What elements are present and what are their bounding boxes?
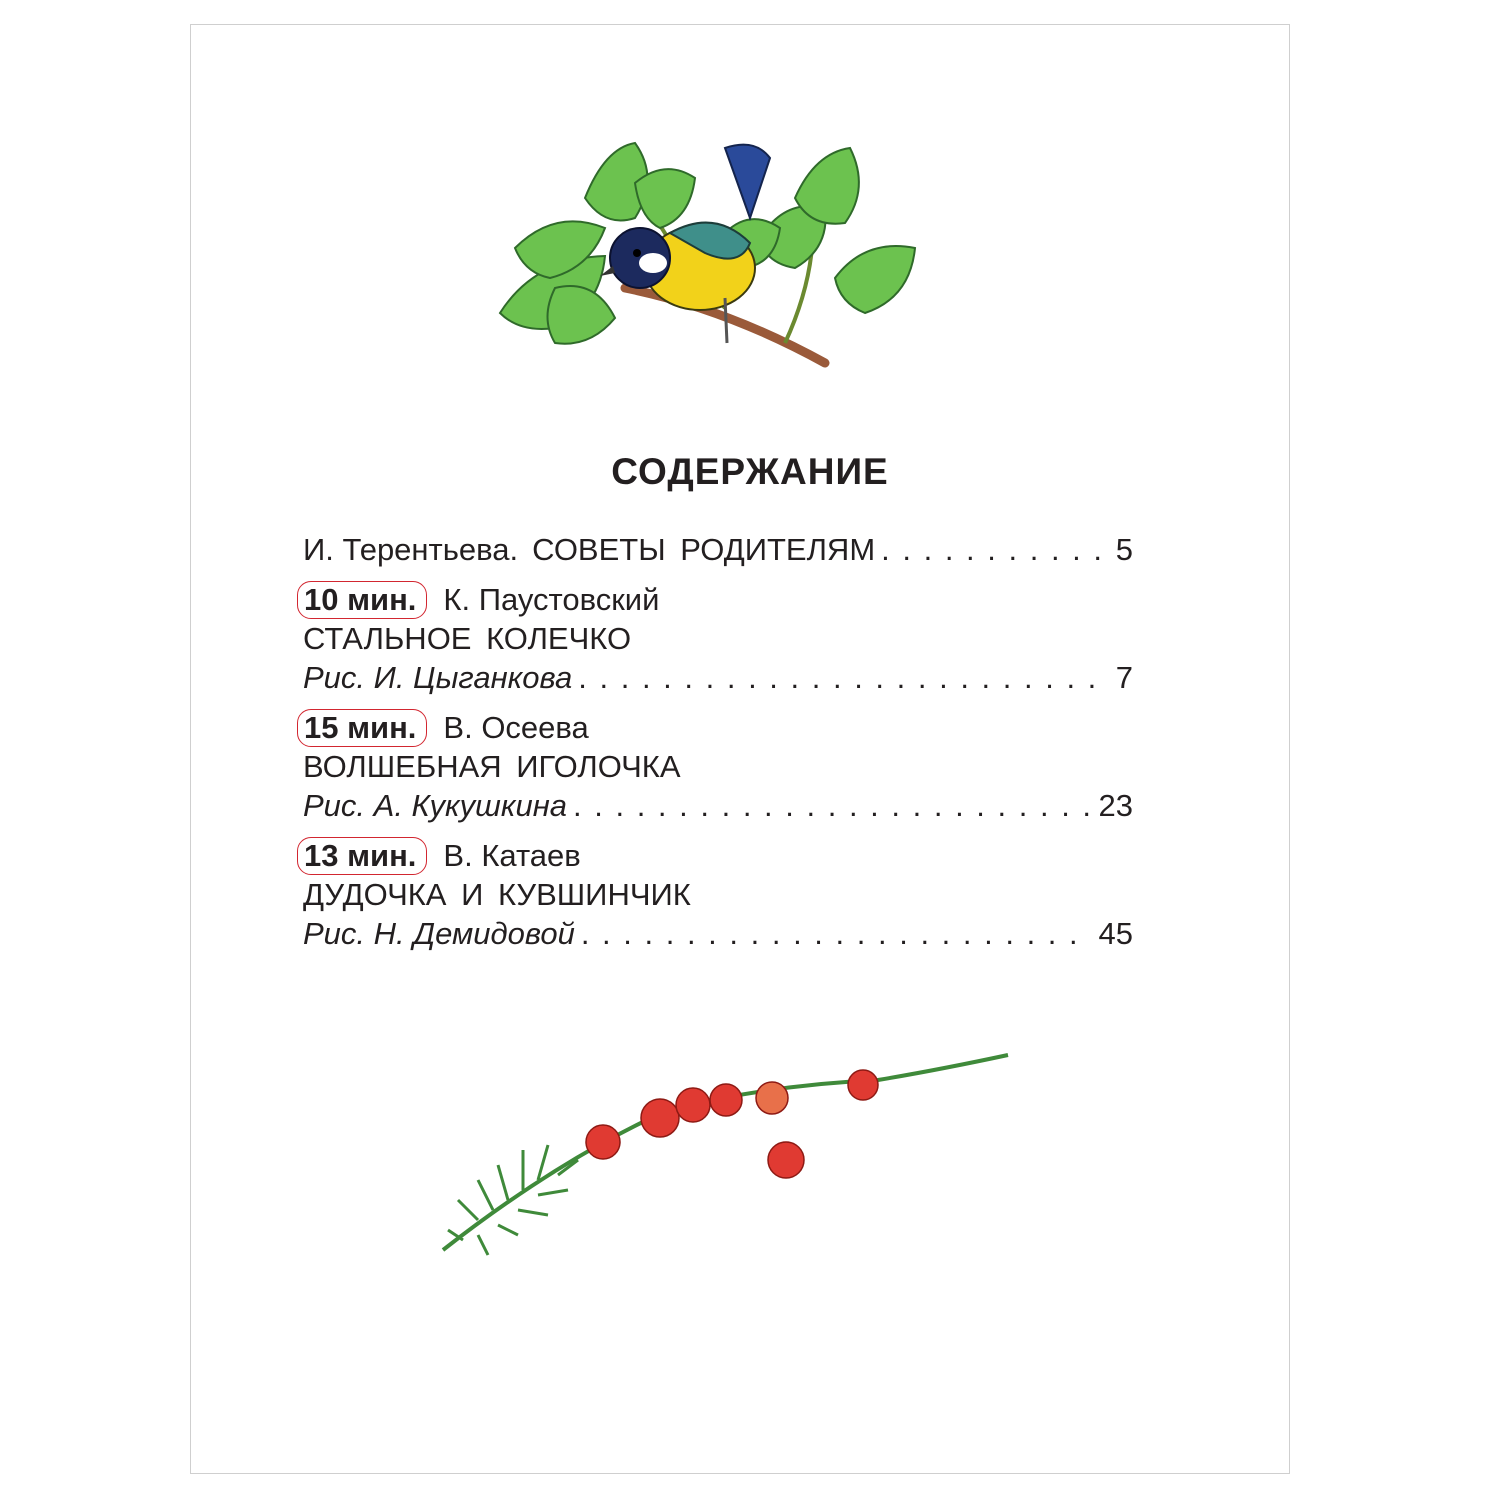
entry-illustrator: Рис. А. Кукушкина — [303, 788, 568, 823]
reading-time-badge: 15 мин. — [297, 709, 427, 747]
entry-page: 45 — [1098, 916, 1133, 951]
table-of-contents — [303, 530, 1133, 954]
entry-author: В. Катаев — [443, 838, 581, 873]
berry-sprig-icon — [438, 1050, 1013, 1265]
dot-leader — [573, 786, 1093, 826]
entry-author: И. Терентьева. — [303, 532, 519, 567]
entry-author: К. Паустовский — [443, 582, 660, 617]
entry-title: СТАЛЬНОЕ КОЛЕЧКО — [303, 621, 632, 656]
contents-heading: СОДЕРЖАНИЕ — [611, 450, 889, 492]
toc-entry-3-illustrator — [303, 786, 1133, 826]
dot-leader — [578, 658, 1109, 698]
entry-page: 7 — [1115, 660, 1133, 695]
entry-page: 5 — [1115, 532, 1133, 567]
entry-title: СОВЕТЫ РОДИТЕЛЯМ — [532, 532, 876, 567]
entry-title: ДУДОЧКА И КУВШИНЧИК — [303, 877, 691, 912]
bird-on-branch-icon — [495, 138, 925, 378]
reading-time-badge: 10 мин. — [297, 581, 427, 619]
reading-time-badge: 13 мин. — [297, 837, 427, 875]
entry-title: ВОЛШЕБНАЯ ИГОЛОЧКА — [303, 749, 681, 784]
dot-leader — [581, 914, 1093, 954]
toc-entry-2-illustrator — [303, 658, 1133, 698]
toc-entry-4-header[interactable] — [303, 836, 1133, 876]
entry-illustrator: Рис. Н. Демидовой — [303, 916, 575, 951]
toc-entry-3-header[interactable] — [303, 708, 1133, 748]
entry-author: В. Осеева — [443, 710, 589, 745]
entry-page: 23 — [1098, 788, 1133, 823]
entry-illustrator: Рис. И. Цыганкова — [303, 660, 573, 695]
dot-leader — [881, 530, 1110, 570]
toc-entry-4-illustrator — [303, 914, 1133, 954]
toc-entry-2-header[interactable] — [303, 580, 1133, 620]
toc-entry-1[interactable] — [303, 530, 1133, 570]
